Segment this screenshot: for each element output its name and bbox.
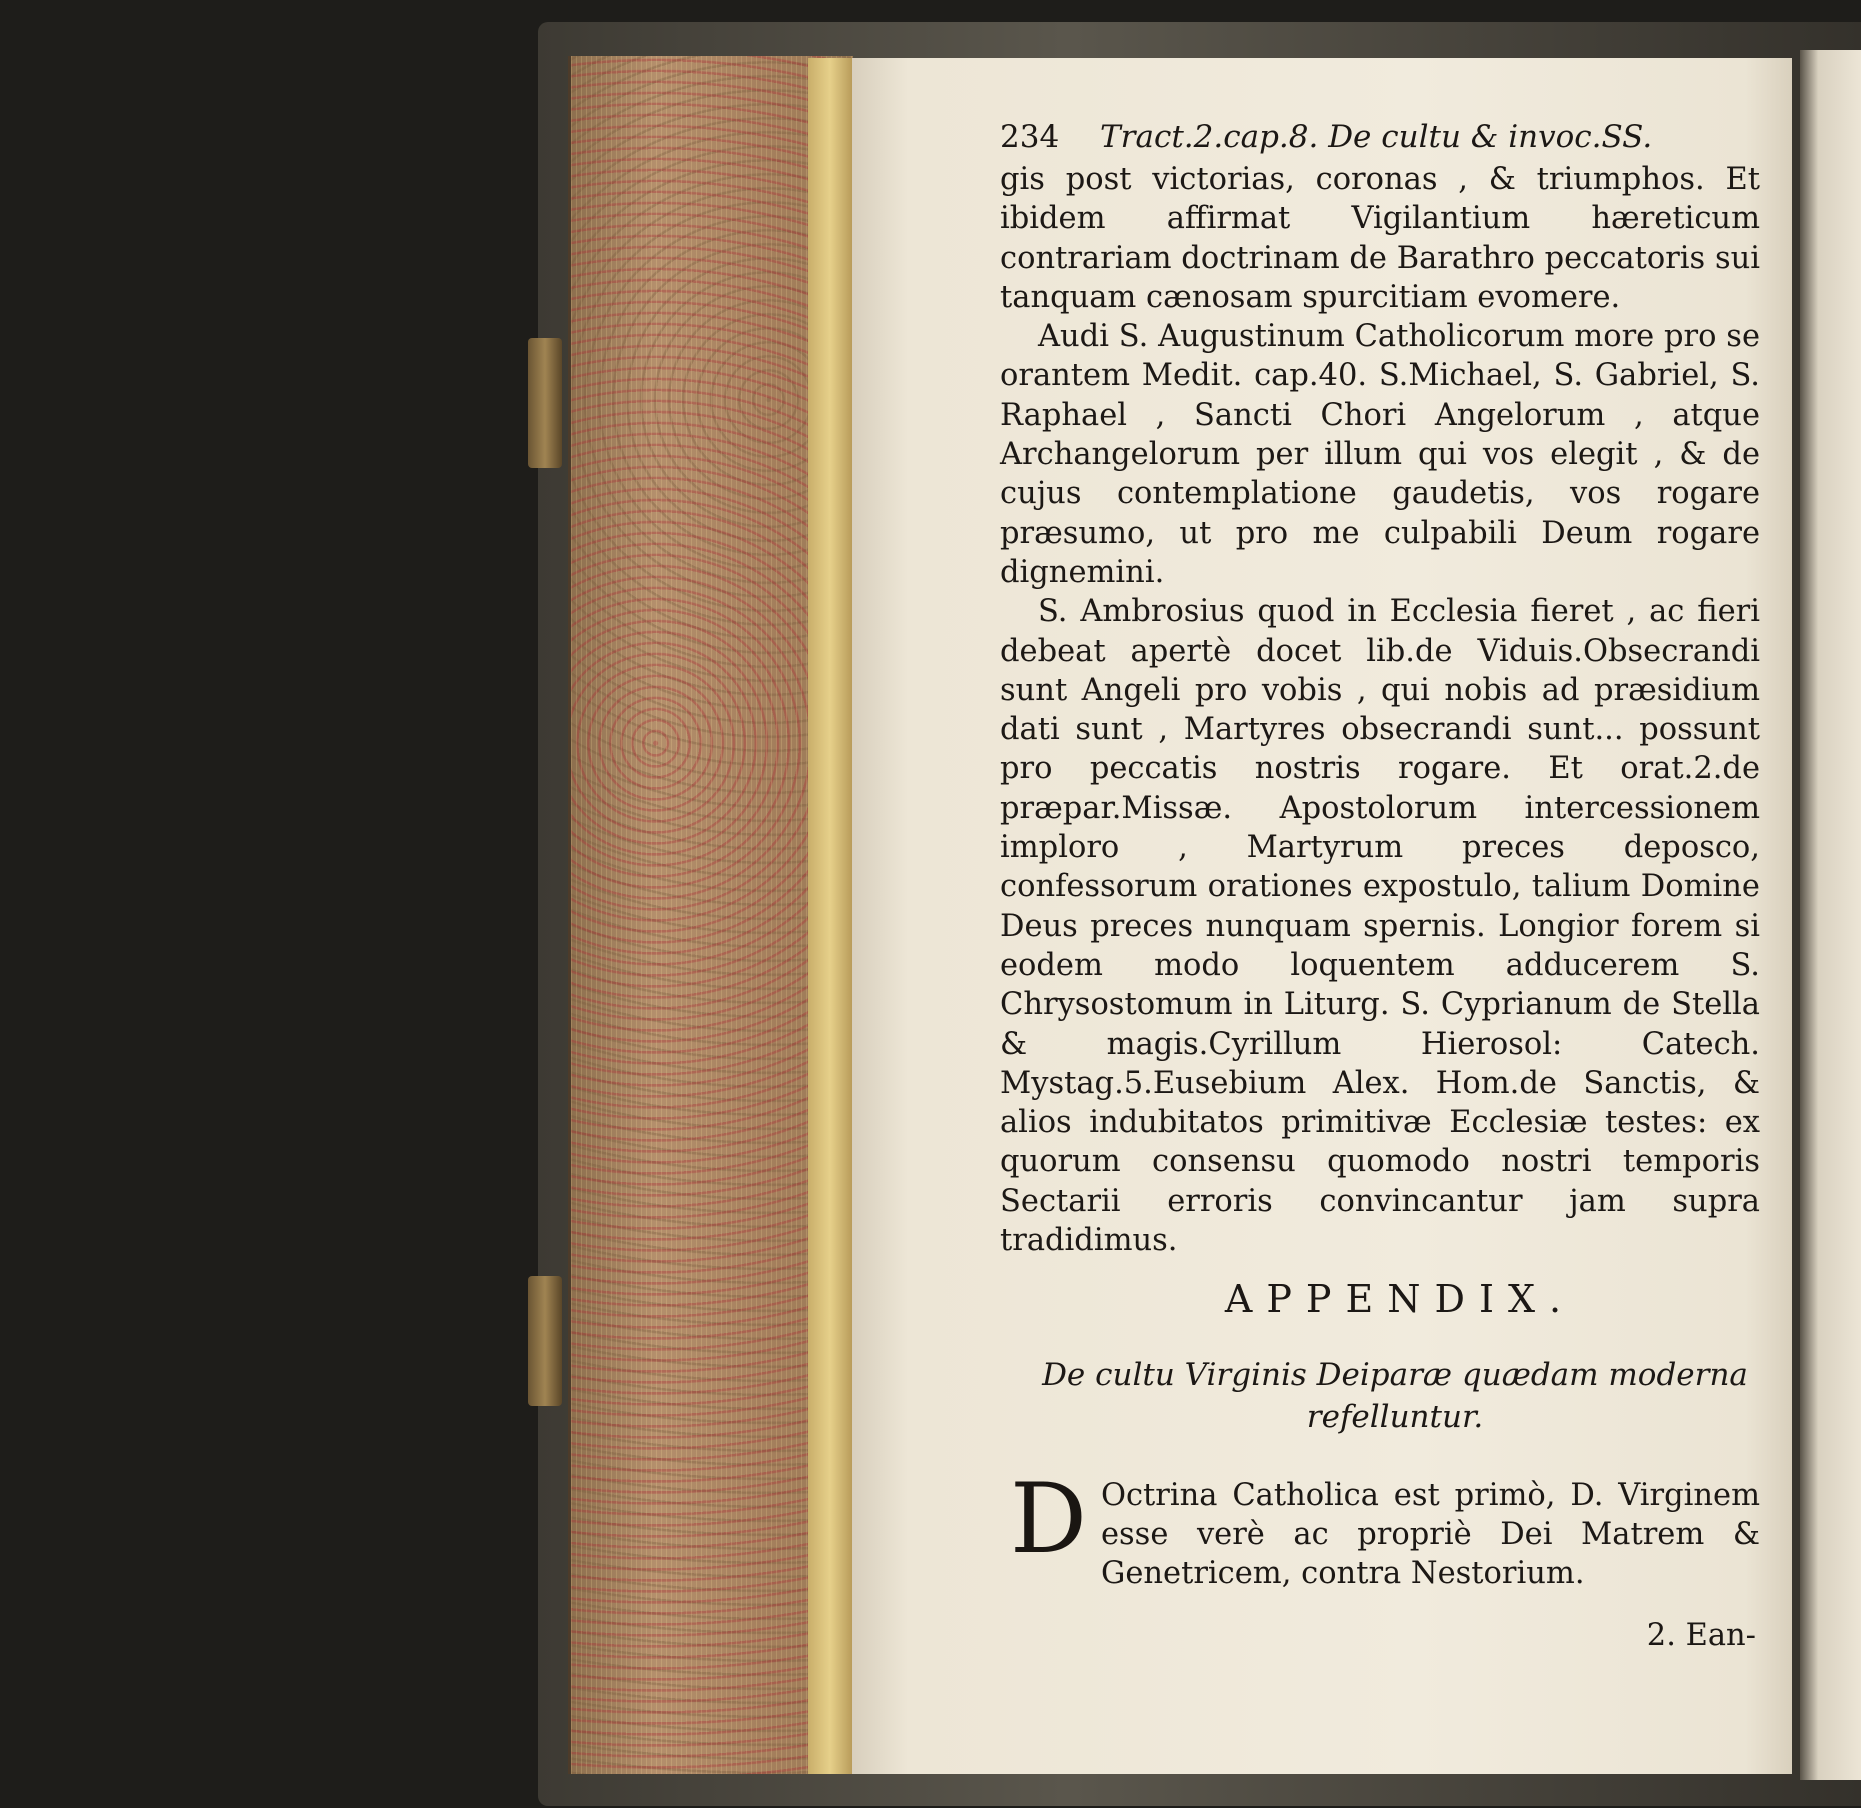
paragraph: S. Ambrosius quod in Ecclesia fieret , ac fieri debeat apertè docet lib.de Viduis.Obsecrandi sunt Angeli pro vobis , qui nobis ad præsidium dati sunt , Martyres obsecrandi sunt... possunt pro peccatis nostris rogare. Et orat.2.de præpar.Missæ. Apostolorum intercessionem imploro , Martyrum preces deposco, confessorum orationes expostulo, talium Domine Deus preces nunquam spernis. Longior forem si eodem modo loquentem adducerem S. Chrysostomum in Liturg. S. Cyprianum de Stella & magis.Cyrillum Hierosol: Catech. Mystag.5.Eusebium Alex. Hom.de Sanctis, & alios indubitatos primitivæ Ecclesiæ testes: ex quorum consensu quomodo nostri temporis Sectarii erroris convincantur jam supra tradidimus. <box>1000 594 1760 1259</box>
running-head <box>1000 118 1760 160</box>
drop-cap: D <box>1010 1462 1087 1575</box>
running-title: Tract.2.cap.8. De cultu & invoc.SS. <box>1100 119 1653 155</box>
page-number: 234 <box>1000 119 1060 155</box>
paragraph: Audi S. Augustinum Catholicorum more pro se orantem Medit. cap.40. S.Michael, S. Gabriel, S. Raphael , Sancti Chori Angelorum , atque Archangelorum per illum qui vos elegit , & de cujus contemplatione gaudetis, vos rogare præsumo, ut pro me culpabili Deum rogare dignemini. <box>1000 319 1760 590</box>
appendix-subtitle: De cultu Virginis Deiparæ quædam moderna refelluntur. <box>1042 1356 1748 1435</box>
appendix-paragraph <box>1000 1462 1760 1594</box>
facing-page-edge <box>1800 50 1861 1780</box>
catchword: 2. Ean- <box>1646 1617 1756 1653</box>
appendix-paragraph-text: Octrina Catholica est primò, D. Virginem esse verè ac propriè Dei Matrem & Genetricem, contra Nestorium. <box>1100 1477 1760 1592</box>
appendix-heading: APPENDIX. <box>1224 1277 1576 1322</box>
page-edges-gilt <box>808 58 852 1774</box>
page-text <box>1000 118 1760 1655</box>
clasp-icon <box>528 338 562 468</box>
clasp-icon <box>528 1276 562 1406</box>
paragraph: gis post victorias, coronas , & triumphos. Et ibidem affirmat Vigilantium hæreticum contrariam doctrinam de Barathro peccatoris sui tanquam cænosam spurcitiam evomere. <box>1000 162 1760 315</box>
